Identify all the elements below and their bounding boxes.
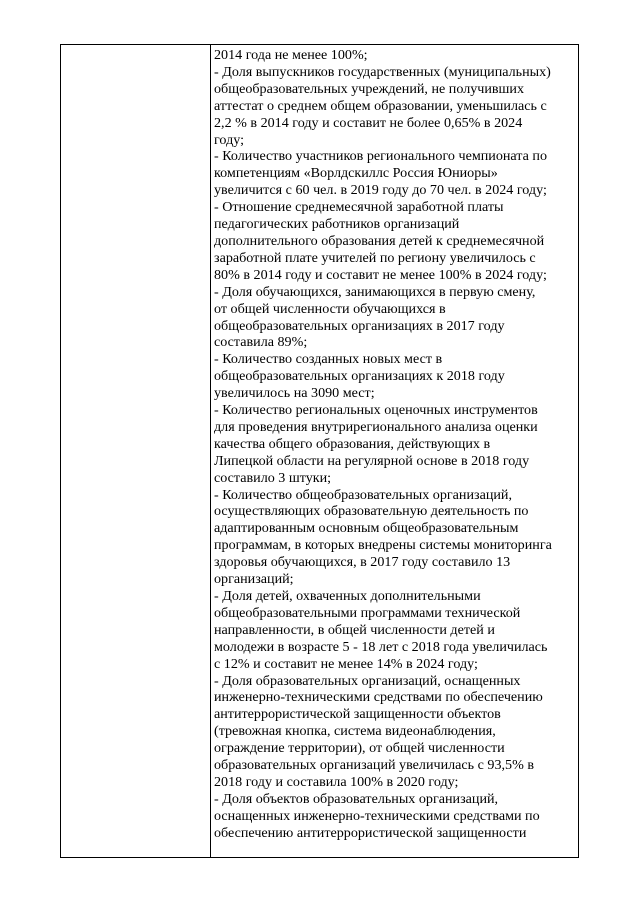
text-line: обеспечению антитеррористической защищенности xyxy=(214,824,527,841)
text-line: педагогических работников организаций xyxy=(214,216,460,233)
text-line: году; xyxy=(214,131,245,148)
text-line: осуществляющих образовательную деятельность по xyxy=(214,503,529,520)
text-line: с 12% и составит не менее 14% в 2024 году; xyxy=(214,655,478,672)
text-line: увеличится с 60 чел. в 2019 году до 70 чел. в 2024 году; xyxy=(214,182,547,199)
text-line: - Количество региональных оценочных инструментов xyxy=(214,402,538,419)
text-line: 2,2 % в 2014 году и составит не более 0,65% в 2024 xyxy=(214,114,523,131)
text-line: для проведения внутрирегионального анализа оценки xyxy=(214,418,538,435)
text-line: антитеррористической защищенности объектов xyxy=(214,706,501,723)
table-row xyxy=(61,45,579,858)
text-line: аттестат о среднем общем образовании, уменьшилась с xyxy=(214,97,547,114)
text-line: качества общего образования, действующих в xyxy=(214,435,491,452)
text-line: - Количество созданных новых мест в xyxy=(214,351,443,368)
text-line: (тревожная кнопка, система видеонаблюдения, xyxy=(214,723,496,740)
text-line: ограждение территории), от общей численности xyxy=(214,740,505,757)
document-table xyxy=(60,44,579,858)
text-line: составило 3 штуки; xyxy=(214,469,332,486)
text-line: адаптированным основным общеобразовательным xyxy=(214,520,519,537)
text-line: образовательных организаций увеличилась с 93,5% в xyxy=(214,757,534,774)
left-cell xyxy=(61,45,211,858)
text-line: общеобразовательными программами технической xyxy=(214,604,521,621)
text-line: 2018 году и составила 100% в 2020 году; xyxy=(214,773,459,790)
text-line: - Количество участников регионального чемпионата по xyxy=(214,148,548,165)
text-line: общеобразовательных организациях к 2018 году xyxy=(214,368,505,385)
text-line: 2014 года не менее 100%; xyxy=(214,47,368,63)
text-line: инженерно-техническими средствами по обеспечению xyxy=(214,689,543,706)
text-line: заработной плате учителей по региону увеличилось с xyxy=(214,249,536,266)
text-line: здоровья обучающихся, в 2017 году составило 13 xyxy=(214,554,511,571)
text-line: 80% в 2014 году и составит не менее 100% в 2024 году; xyxy=(214,266,547,283)
text-line: - Доля объектов образовательных организаций, xyxy=(214,790,499,807)
right-cell xyxy=(211,45,579,858)
text-line: Липецкой области на регулярной основе в 2018 году xyxy=(214,452,530,469)
text-line: - Доля выпускников государственных (муниципальных) xyxy=(214,63,551,80)
text-line: дополнительного образования детей к среднемесячной xyxy=(214,232,545,249)
text-line: увеличилось на 3090 мест; xyxy=(214,385,375,402)
text-line: - Количество общеобразовательных организаций, xyxy=(214,486,512,503)
text-line: молодежи в возрасте 5 - 18 лет с 2018 года увеличилась xyxy=(214,638,548,655)
text-line: - Доля обучающихся, занимающихся в первую смену, xyxy=(214,283,536,300)
text-line: - Доля образовательных организаций, оснащенных xyxy=(214,672,521,689)
text-line: направленности, в общей численности детей и xyxy=(214,621,495,638)
text-line: общеобразовательных учреждений, не получивших xyxy=(214,80,525,97)
text-line: от общей численности обучающихся в xyxy=(214,300,446,317)
text-line: организаций; xyxy=(214,571,294,588)
text-line: составила 89%; xyxy=(214,334,308,351)
text-line: общеобразовательных организациях в 2017 году xyxy=(214,317,505,334)
text-line: - Доля детей, охваченных дополнительными xyxy=(214,588,481,604)
text-line: программам, в которых внедрены системы мониторинга xyxy=(214,537,552,554)
indicators-text xyxy=(211,45,578,842)
text-line: компетенциям «Ворлдскиллс Россия Юниоры» xyxy=(214,165,498,182)
text-line: оснащенных инженерно-техническими средствами по xyxy=(214,807,540,824)
text-line: - Отношение среднемесячной заработной платы xyxy=(214,199,504,216)
